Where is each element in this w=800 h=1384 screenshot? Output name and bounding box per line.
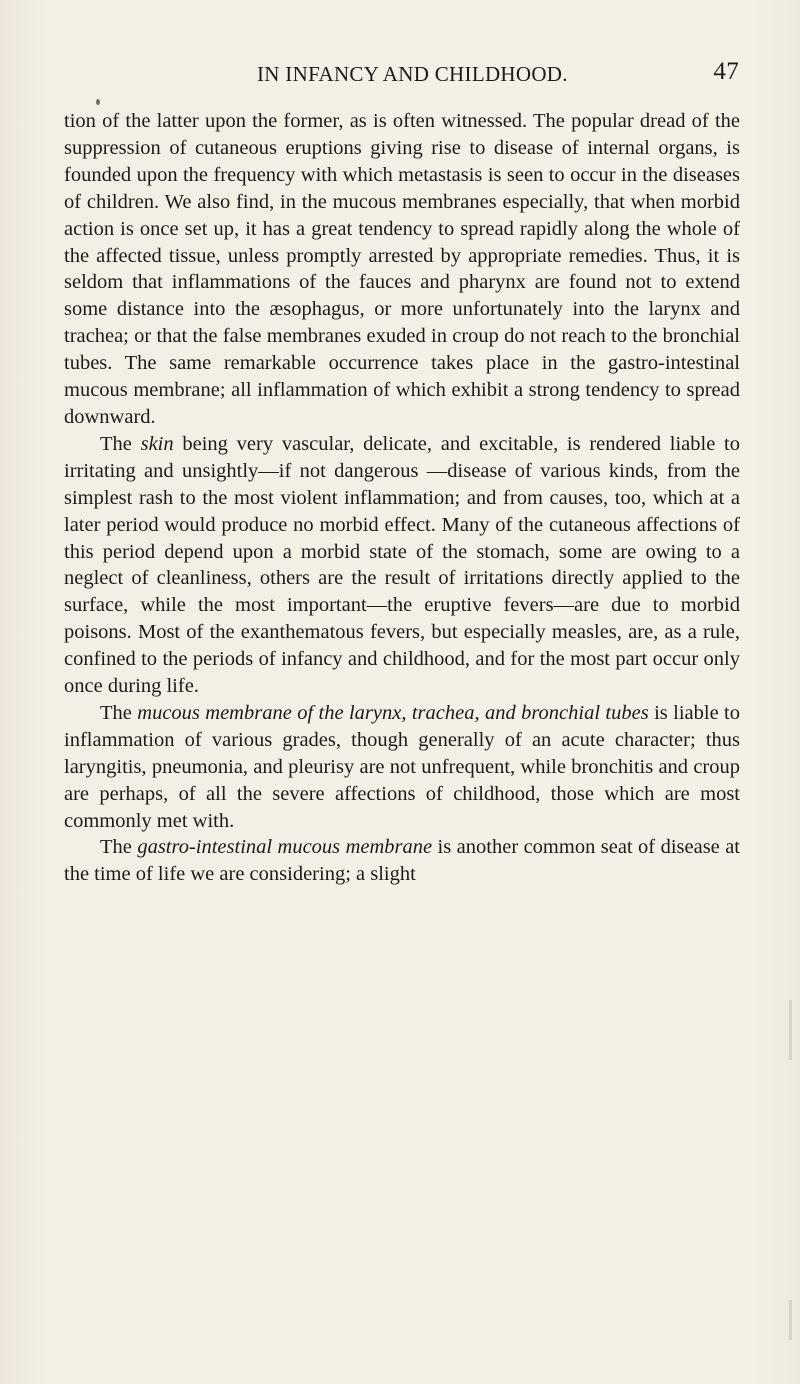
running-head: IN INFANCY AND CHILDHOOD. bbox=[257, 62, 568, 86]
paragraph-skin-emphasis: skin bbox=[140, 432, 174, 455]
paragraph-gastro-intestinal bbox=[64, 834, 740, 888]
body-text bbox=[64, 108, 740, 888]
page-number: 47 bbox=[713, 58, 739, 85]
paragraph-gastro-lead: The bbox=[100, 836, 138, 859]
paragraph-skin-lead: The bbox=[100, 432, 141, 455]
ink-speck bbox=[96, 99, 100, 105]
paragraph-skin-text: being very vascular, delicate, and excitable, is rendered liable to irritating and unsightly—if not dangerous —disease of various kinds, from the simplest rash to the most violent inflammation; and from causes, too, which at a later period would produce no morbid effect. Many of the cutaneous affections of this period depend upon a morbid state of the stomach, some are owing to a neglect of cleanliness, others are the result of irritations directly applied to the surface, while the most important—the eruptive fevers—are due to morbid poisons. Most of the exanthematous fevers, but especially measles, are, as a rule, confined to the periods of infancy and childhood, and for the most part occur only once during life. bbox=[64, 432, 740, 698]
paragraph-continuation: tion of the latter upon the former, as is often witnessed. The popular dread of the suppression of cutaneous eruptions giving rise to disease of internal organs, is founded upon the frequency with which metastasis is seen to occur in the diseases of children. We also find, in the mucous membranes especially, that when morbid action is once set up, it has a great tendency to spread rapidly along the whole of the affected tissue, unless promptly arrested by appropriate remedies. Thus, it is seldom that inflammations of the fauces and pharynx are found not to extend some distance into the æsophagus, or more unfortunately into the larynx and trachea; or that the false membranes exuded in croup do not reach to the bronchial tubes. The same remarkable occurrence takes place in the gastro-intestinal mucous membrane; all inflammation of which exhibit a strong tendency to spread downward. bbox=[64, 110, 740, 428]
page-edge-mark bbox=[789, 1000, 792, 1060]
paragraph-mucous-text: is liable to inflammation of various grades, though generally of an acute character; thus laryngitis, pneumonia, and pleurisy are not unfrequent, while bronchitis and croup are perhaps, of all the severe affections of childhood, those which are most commonly met with. bbox=[64, 701, 741, 832]
paragraph-mucous-lead: The bbox=[100, 701, 138, 724]
paragraph-gastro-emphasis: gastro-intestinal mucous membrane bbox=[137, 836, 433, 859]
page-edge-mark bbox=[789, 1300, 792, 1340]
paragraph-mucous-membrane bbox=[64, 700, 740, 835]
paragraph-skin bbox=[64, 431, 740, 700]
paragraph-gastro-text: is another common seat of disease at the time of life we are considering; a slight bbox=[64, 836, 740, 886]
paragraph-mucous-emphasis: mucous membrane of the larynx, trachea, and bronchial tubes bbox=[137, 701, 649, 724]
page-header bbox=[257, 58, 739, 92]
